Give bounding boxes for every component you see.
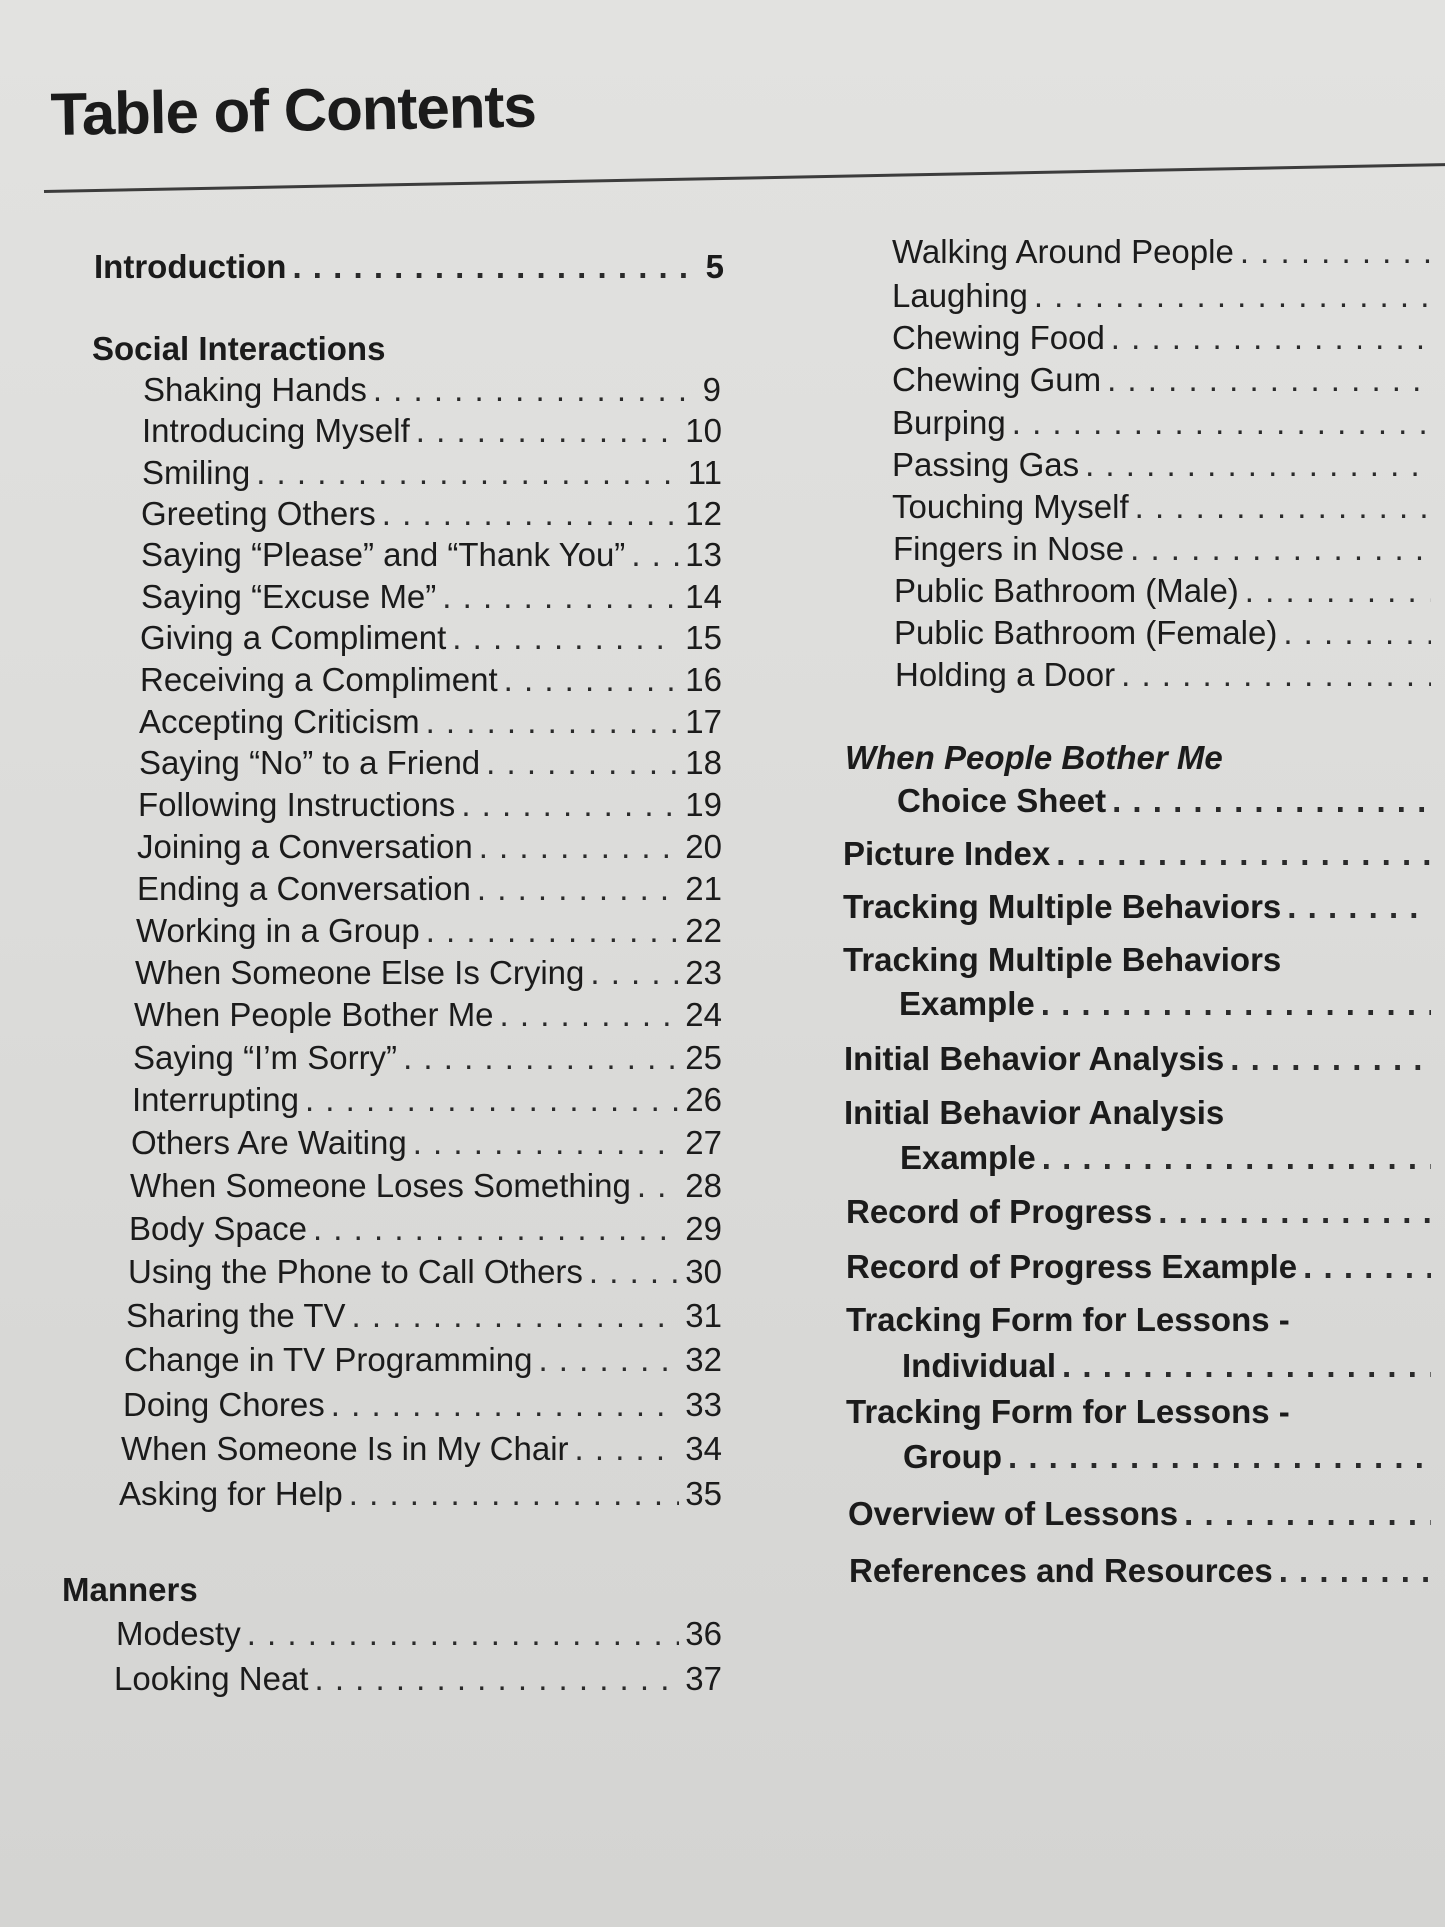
- entry-label: Holding a Door: [895, 656, 1116, 693]
- toc-entry-line1: Tracking Multiple Behaviors: [843, 941, 1282, 978]
- dot-leader: [416, 411, 679, 451]
- entry-page-number: 32: [685, 1341, 722, 1378]
- dot-leader: [1135, 487, 1431, 527]
- toc-entry[interactable]: [133, 1038, 722, 1078]
- entry-label: Greeting Others: [141, 495, 376, 532]
- entry-label: Overview of Lessons: [848, 1495, 1179, 1532]
- dot-leader: [442, 577, 679, 617]
- entry-page-number: 19: [685, 786, 722, 823]
- dot-leader: [1158, 1192, 1431, 1232]
- toc-entry[interactable]: [900, 1138, 1437, 1178]
- entry-label: Walking Around People: [892, 233, 1234, 270]
- entry-page-number: 28: [685, 1167, 722, 1204]
- dot-leader: [1041, 984, 1431, 1024]
- toc-entry[interactable]: [132, 1080, 722, 1120]
- entry-page-number: 25: [685, 1039, 722, 1076]
- dot-leader: [1303, 1247, 1431, 1287]
- entry-label: Public Bathroom (Female): [894, 614, 1278, 651]
- entry-label: Modesty: [116, 1615, 241, 1652]
- dot-leader: [373, 370, 697, 410]
- entry-page-number: 22: [685, 912, 722, 949]
- dot-leader: [314, 1659, 679, 1699]
- toc-entry[interactable]: [892, 445, 1437, 485]
- dot-leader: [403, 1038, 679, 1078]
- dot-leader: [1008, 1437, 1431, 1477]
- toc-entry[interactable]: [138, 785, 722, 825]
- toc-entry[interactable]: [846, 1247, 1437, 1287]
- dot-leader: [313, 1209, 679, 1249]
- dot-leader: [1121, 655, 1431, 695]
- dot-leader: [1111, 318, 1431, 358]
- entry-page-number: 17: [685, 703, 722, 740]
- toc-entry[interactable]: [130, 1166, 722, 1206]
- entry-label: Saying “No” to a Friend: [139, 744, 481, 781]
- dot-leader: [479, 827, 680, 867]
- entry-label: Asking for Help: [119, 1475, 343, 1512]
- entry-label: Laughing: [892, 277, 1028, 314]
- toc-entry[interactable]: [139, 743, 722, 783]
- entry-label: Joining a Conversation: [137, 828, 473, 865]
- dot-leader: [256, 453, 682, 493]
- dot-leader: [500, 995, 680, 1035]
- entry-label: Example: [900, 1139, 1036, 1176]
- toc-entry[interactable]: [893, 529, 1437, 569]
- toc-entry[interactable]: [892, 276, 1437, 316]
- entry-page-number: 23: [685, 954, 722, 991]
- entry-label: When People Bother Me: [134, 996, 494, 1033]
- entry-page-number: 12: [685, 495, 722, 532]
- entry-page-number: 37: [685, 1660, 722, 1697]
- entry-page-number: 29: [685, 1210, 722, 1247]
- dot-leader: [538, 1340, 679, 1380]
- toc-entry[interactable]: [114, 1659, 722, 1699]
- toc-entry[interactable]: [143, 370, 721, 410]
- entry-page-number: 15: [685, 619, 722, 656]
- dot-leader: [413, 1123, 680, 1163]
- toc-entry[interactable]: [844, 1039, 1437, 1079]
- toc-entry[interactable]: [123, 1385, 722, 1425]
- entry-label: Passing Gas: [892, 446, 1080, 483]
- entry-label: Saying “Excuse Me”: [141, 578, 437, 615]
- toc-entry-introduction[interactable]: [94, 247, 724, 287]
- toc-entry[interactable]: [894, 613, 1437, 653]
- dot-leader: [1230, 1039, 1431, 1079]
- entry-label: Fingers in Nose: [893, 530, 1125, 567]
- entry-label: Record of Progress Example: [846, 1248, 1298, 1285]
- entry-label: When Someone Loses Something: [130, 1167, 631, 1204]
- toc-entry[interactable]: [894, 571, 1437, 611]
- toc-entry[interactable]: [903, 1437, 1437, 1477]
- dot-leader: [305, 1080, 679, 1120]
- entry-label: Tracking Multiple Behaviors: [843, 888, 1282, 925]
- entry-label: Example: [899, 985, 1035, 1022]
- page-title: Table of Contents: [50, 72, 537, 148]
- entry-label: Saying “Please” and “Thank You”: [141, 536, 626, 573]
- section-heading-manners: Manners: [62, 1571, 198, 1608]
- entry-label: Initial Behavior Analysis: [844, 1040, 1225, 1077]
- dot-leader: [1240, 232, 1431, 272]
- entry-label: Following Instructions: [138, 786, 456, 823]
- title-divider: [44, 163, 1445, 193]
- entry-label: Others Are Waiting: [131, 1124, 407, 1161]
- section-heading-social-interactions: Social Interactions: [92, 330, 386, 367]
- entry-label: Ending a Conversation: [137, 870, 471, 907]
- entry-label: Doing Chores: [123, 1386, 325, 1423]
- entry-label: Saying “I’m Sorry”: [133, 1039, 398, 1076]
- dot-leader: [349, 1474, 680, 1514]
- entry-page-number: 33: [685, 1386, 722, 1423]
- entry-label: Chewing Food: [892, 319, 1105, 356]
- entry-label: Touching Myself: [892, 488, 1129, 525]
- toc-entry[interactable]: [131, 1123, 722, 1163]
- dot-leader: [452, 618, 679, 658]
- toc-entry-choice-sheet[interactable]: [897, 781, 1437, 821]
- entry-label: Body Space: [129, 1210, 307, 1247]
- toc-entry[interactable]: [141, 577, 722, 617]
- toc-entry-line1: Tracking Form for Lessons -: [846, 1301, 1290, 1338]
- dot-leader: [1245, 571, 1431, 611]
- entry-label: Smiling: [142, 454, 251, 491]
- entry-page-number: 11: [687, 454, 722, 491]
- toc-entry[interactable]: [843, 887, 1437, 927]
- toc-entry[interactable]: [902, 1346, 1437, 1386]
- dot-leader: [1012, 403, 1431, 443]
- dot-leader: [1130, 529, 1431, 569]
- dot-leader: [1034, 276, 1431, 316]
- entry-page-number: 24: [685, 996, 722, 1033]
- entry-label: Working in a Group: [136, 912, 420, 949]
- toc-entry[interactable]: [137, 869, 722, 909]
- dot-leader: [292, 247, 699, 287]
- toc-entry[interactable]: [128, 1252, 722, 1292]
- dot-leader: [1085, 445, 1431, 485]
- entry-label: When Someone Is in My Chair: [121, 1430, 569, 1467]
- entry-label: When Someone Else Is Crying: [135, 954, 585, 991]
- dot-leader: [575, 1429, 680, 1469]
- toc-entry[interactable]: [843, 834, 1437, 874]
- dot-leader: [247, 1614, 680, 1654]
- toc-entry[interactable]: [139, 702, 722, 742]
- toc-entry[interactable]: [140, 660, 722, 700]
- entry-label: Change in TV Programming: [124, 1341, 533, 1378]
- entry-page-number: 30: [685, 1253, 722, 1290]
- entry-label: Introducing Myself: [142, 412, 410, 449]
- dot-leader: [637, 1166, 679, 1206]
- dot-leader: [331, 1385, 680, 1425]
- dot-leader: [426, 702, 680, 742]
- dot-leader: [1062, 1346, 1431, 1386]
- dot-leader: [486, 743, 679, 783]
- entry-label: Interrupting: [132, 1081, 299, 1118]
- toc-entry[interactable]: [137, 827, 722, 867]
- toc-entry[interactable]: [116, 1614, 722, 1654]
- dot-leader: [590, 953, 679, 993]
- toc-entry[interactable]: [119, 1474, 722, 1514]
- dot-leader: [504, 660, 680, 700]
- toc-entry[interactable]: [142, 453, 722, 493]
- entry-page-number: 20: [685, 828, 722, 865]
- toc-entry[interactable]: [141, 494, 722, 534]
- entry-page-number: 21: [685, 870, 722, 907]
- dot-leader: [1184, 1494, 1431, 1534]
- toc-entry[interactable]: [121, 1429, 722, 1469]
- dot-leader: [426, 911, 680, 951]
- entry-page-number: 9: [702, 371, 721, 408]
- entry-page-number: 27: [685, 1124, 722, 1161]
- dot-leader: [1042, 1138, 1431, 1178]
- entry-label: Looking Neat: [114, 1660, 309, 1697]
- toc-entry[interactable]: [895, 655, 1437, 695]
- toc-entry-line1: Initial Behavior Analysis: [844, 1094, 1225, 1131]
- toc-entry[interactable]: [899, 984, 1437, 1024]
- toc-entry[interactable]: [892, 232, 1437, 272]
- dot-leader: [352, 1296, 680, 1336]
- toc-entry[interactable]: [134, 995, 722, 1035]
- entry-page-number: 36: [685, 1615, 722, 1652]
- entry-label: Public Bathroom (Male): [894, 572, 1239, 609]
- toc-entry-line1: Tracking Form for Lessons -: [846, 1393, 1290, 1430]
- toc-entry[interactable]: [124, 1340, 722, 1380]
- entry-page-number: 16: [685, 661, 722, 698]
- entry-label: Chewing Gum: [892, 361, 1102, 398]
- entry-label: References and Resources: [849, 1552, 1273, 1589]
- entry-page-number: 34: [685, 1430, 722, 1467]
- entry-label: Choice Sheet: [897, 782, 1107, 819]
- entry-label: Accepting Criticism: [139, 703, 420, 740]
- dot-leader: [631, 535, 679, 575]
- entry-page-number: 18: [685, 744, 722, 781]
- dot-leader: [461, 785, 679, 825]
- toc-entry[interactable]: [140, 618, 722, 658]
- toc-entry[interactable]: [892, 487, 1437, 527]
- entry-label: Using the Phone to Call Others: [128, 1253, 583, 1290]
- dot-leader: [1279, 1551, 1431, 1591]
- entry-label: Receiving a Compliment: [140, 661, 498, 698]
- entry-label: Group: [903, 1438, 1002, 1475]
- dot-leader: [477, 869, 679, 909]
- entry-page-number: 13: [685, 536, 722, 573]
- toc-entry[interactable]: [892, 403, 1437, 443]
- dot-leader: [1107, 360, 1431, 400]
- toc-entry[interactable]: [136, 911, 722, 951]
- toc-entry[interactable]: [846, 1192, 1437, 1232]
- entry-page-number: 10: [685, 412, 722, 449]
- toc-entry[interactable]: [126, 1296, 722, 1336]
- entry-label: Introduction: [94, 248, 287, 285]
- dot-leader: [382, 494, 680, 534]
- toc-entry[interactable]: [141, 535, 722, 575]
- section-heading-when-people-bother-me: When People Bother Me: [845, 739, 1223, 776]
- dot-leader: [1287, 887, 1431, 927]
- dot-leader: [589, 1252, 679, 1292]
- toc-entry[interactable]: [892, 318, 1437, 358]
- entry-label: Record of Progress: [846, 1193, 1153, 1230]
- entry-label: Giving a Compliment: [140, 619, 447, 656]
- entry-page-number: 14: [685, 578, 722, 615]
- toc-entry[interactable]: [892, 360, 1437, 400]
- entry-label: Picture Index: [843, 835, 1051, 872]
- entry-label: Sharing the TV: [126, 1297, 346, 1334]
- dot-leader: [1283, 613, 1431, 653]
- entry-page-number: 5: [705, 248, 724, 285]
- toc-entry[interactable]: [135, 953, 722, 993]
- toc-entry[interactable]: [848, 1494, 1437, 1534]
- entry-label: Burping: [892, 404, 1006, 441]
- entry-label: Shaking Hands: [143, 371, 367, 408]
- entry-page-number: 31: [685, 1297, 722, 1334]
- toc-entry[interactable]: [142, 411, 722, 451]
- dot-leader: [1056, 834, 1431, 874]
- toc-entry[interactable]: [849, 1551, 1437, 1591]
- entry-label: Individual: [902, 1347, 1057, 1384]
- entry-page-number: 26: [685, 1081, 722, 1118]
- toc-entry[interactable]: [129, 1209, 722, 1249]
- dot-leader: [1112, 781, 1431, 821]
- entry-page-number: 35: [685, 1475, 722, 1512]
